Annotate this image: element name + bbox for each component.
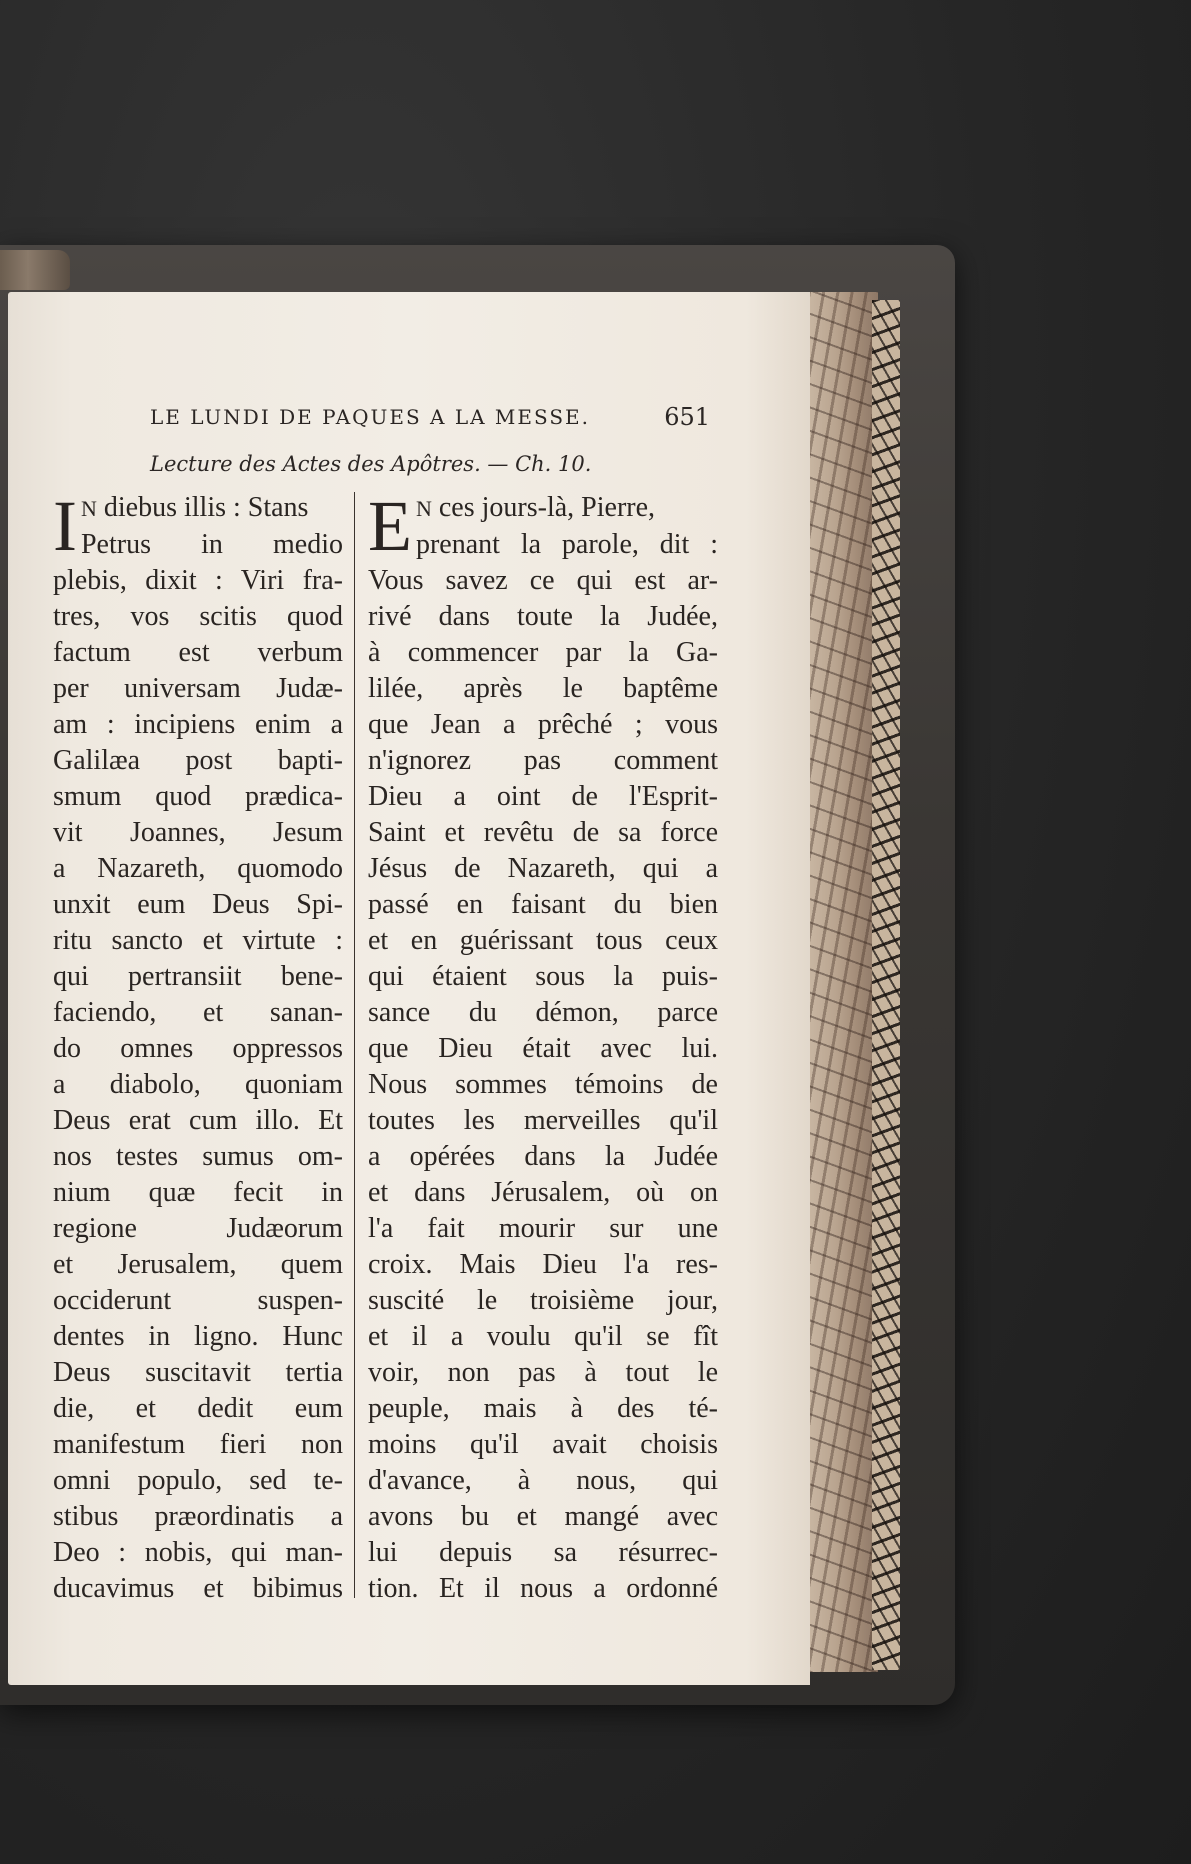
text-line: nos testes sumus om-	[53, 1141, 343, 1172]
text-line: Galilæa post bapti-	[53, 745, 343, 776]
text-line: plebis, dixit : Viri fra-	[53, 565, 343, 596]
text-line: l'a fait mourir sur une	[368, 1213, 718, 1244]
text-line: a Nazareth, quomodo	[53, 853, 343, 884]
drop-cap: I	[53, 486, 77, 566]
text-line: Nous sommes témoins de	[368, 1069, 718, 1100]
text-line: et en guérissant tous ceux	[368, 925, 718, 956]
text-line: am : incipiens enim a	[53, 709, 343, 740]
text-line: croix. Mais Dieu l'a res-	[368, 1249, 718, 1280]
text-line: que Jean a prêché ; vous	[368, 709, 718, 740]
text-line: voir, non pas à tout le	[368, 1357, 718, 1388]
text-line: suscité le troisième jour,	[368, 1285, 718, 1316]
text-line: unxit eum Deus Spi-	[53, 889, 343, 920]
text-line: nium quæ fecit in	[53, 1177, 343, 1208]
text-line: a diabolo, quoniam	[53, 1069, 343, 1100]
text-line: et dans Jérusalem, où on	[368, 1177, 718, 1208]
text-line: a opérées dans la Judée	[368, 1141, 718, 1172]
drop-cap: E	[368, 486, 412, 566]
text-line: lilée, après le baptême	[368, 673, 718, 704]
text-line: Dieu a oint de l'Esprit-	[368, 781, 718, 812]
page-edge	[808, 292, 878, 1672]
running-title: LE LUNDI DE PAQUES A LA MESSE.	[150, 405, 591, 429]
text-line: factum est verbum	[53, 637, 343, 668]
text-line: tion. Et il nous a ordonné	[368, 1573, 718, 1604]
text-line: ritu sancto et virtute :	[53, 925, 343, 956]
text-line: Saint et revêtu de sa force	[368, 817, 718, 848]
text-line: sance du démon, parce	[368, 997, 718, 1028]
text-line: stibus præordinatis a	[53, 1501, 343, 1532]
running-head	[150, 405, 710, 435]
text-line: Jésus de Nazareth, qui a	[368, 853, 718, 884]
text-line: regione Judæorum	[53, 1213, 343, 1244]
text-line: peuple, mais à des té-	[368, 1393, 718, 1424]
latin-column	[53, 486, 343, 1607]
text-line: n'ignorez pas comment	[368, 745, 718, 776]
french-column	[368, 486, 718, 1607]
text-line	[368, 490, 718, 527]
marbled-edge	[872, 300, 900, 1670]
text-line: occiderunt suspen-	[53, 1285, 343, 1316]
text-line: et il a voulu qu'il se fît	[368, 1321, 718, 1352]
text-line: faciendo, et sanan-	[53, 997, 343, 1028]
text-line: die, et dedit eum	[53, 1393, 343, 1424]
text-line: per universam Judæ-	[53, 673, 343, 704]
text-line: d'avance, à nous, qui	[368, 1465, 718, 1496]
text-line: manifestum fieri non	[53, 1429, 343, 1460]
text-line: Petrus in medio	[80, 529, 343, 560]
text-line: vit Joannes, Jesum	[53, 817, 343, 848]
text-line: avons bu et mangé avec	[368, 1501, 718, 1532]
text-line: que Dieu était avec lui.	[368, 1033, 718, 1064]
text-line: ducavimus et bibimus	[53, 1573, 343, 1604]
text-line	[53, 490, 343, 527]
text-line: qui étaient sous la puis-	[368, 961, 718, 992]
text-line: prenant la parole, dit :	[415, 529, 718, 560]
first-word-rest: N	[415, 496, 432, 521]
line-text: ces jours-là, Pierre,	[431, 492, 656, 523]
text-line: moins qu'il avait choisis	[368, 1429, 718, 1460]
first-word-rest: N	[80, 496, 97, 521]
book-spine-corner	[0, 250, 70, 290]
text-line: dentes in ligno. Hunc	[53, 1321, 343, 1352]
text-line: Deus erat cum illo. Et	[53, 1105, 343, 1136]
text-line: do omnes oppressos	[53, 1033, 343, 1064]
text-line: tres, vos scitis quod	[53, 601, 343, 632]
text-line: à commencer par la Ga-	[368, 637, 718, 668]
text-line: passé en faisant du bien	[368, 889, 718, 920]
text-line: qui pertransiit bene-	[53, 961, 343, 992]
text-line: omni populo, sed te-	[53, 1465, 343, 1496]
section-heading: Lecture des Actes des Apôtres. — Ch. 10.	[150, 452, 592, 476]
text-line: lui depuis sa résurrec-	[368, 1537, 718, 1568]
text-line: rivé dans toute la Judée,	[368, 601, 718, 632]
text-line: Vous savez ce qui est ar-	[368, 565, 718, 596]
column-rule	[354, 492, 355, 1598]
page-number: 651	[664, 403, 710, 431]
text-line: et Jerusalem, quem	[53, 1249, 343, 1280]
text-line: Deus suscitavit tertia	[53, 1357, 343, 1388]
text-line: toutes les merveilles qu'il	[368, 1105, 718, 1136]
text-line: smum quod prædica-	[53, 781, 343, 812]
text-line: Deo : nobis, qui man-	[53, 1537, 343, 1568]
line-text: diebus illis : Stans	[96, 492, 309, 523]
